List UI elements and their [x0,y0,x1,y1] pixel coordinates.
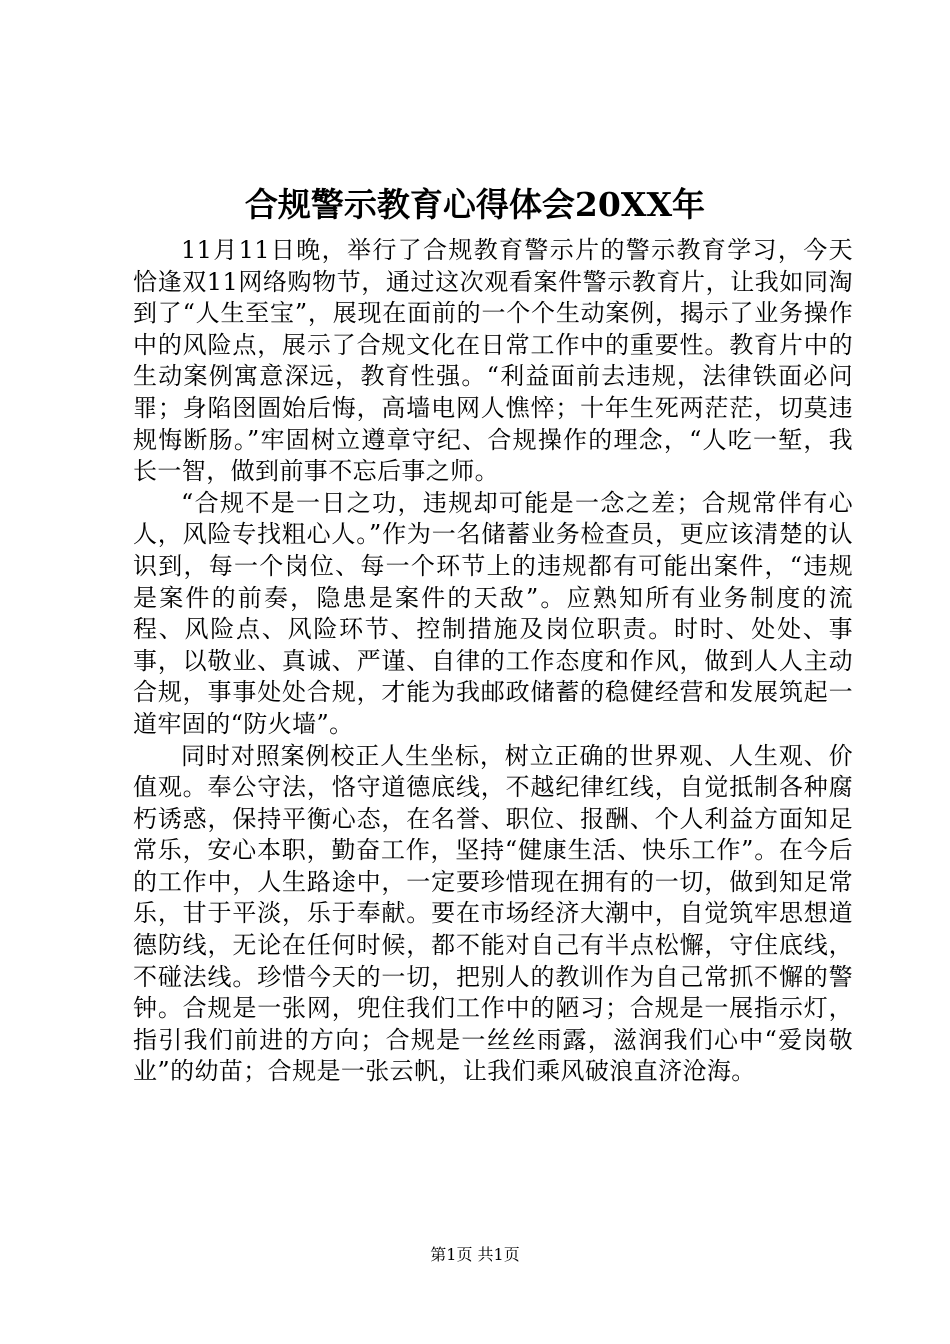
document-body [133,235,853,1088]
paragraph-2: “合规不是一日之功，违规却可能是一念之差；合规常伴有心人，风险专找粗心人。”作为一名储蓄业务检查员，更应该清楚的认识到，每一个岗位、每一个环节上的违规都有可能出案件，“违规是案件的前奏，隐患是案件的天敌”。应熟知所有业务制度的流程、风险点、风险环节、控制措施及岗位职责。时时、处处、事事，以敬业、真诚、严谨、自律的工作态度和作风，做到人人主动合规，事事处处合规，才能为我邮政储蓄的稳健经营和发展筑起一道牢固的“防火墙”。 [133,488,853,738]
page-number-footer: 第1页 共1页 [430,1245,520,1264]
document-title: 合规警示教育心得体会20XX年 [244,185,706,224]
paragraph-1: 11月11日晚，举行了合规教育警示片的警示教育学习，今天恰逢双11网络购物节，通过这次观看案件警示教育片，让我如同淘到了“人生至宝”，展现在面前的一个个生动案例，揭示了业务操作中的风险点，展示了合规文化在日常工作中的重要性。教育片中的生动案例寓意深远，教育性强。“利益面前去违规，法律铁面必问罪；身陷囹圄始后悔，高墙电网人憔悴；十年生死两茫茫，切莫违规悔断肠。”牢固树立遵章守纪、合规操作的理念，“人吃一堑，我长一智，做到前事不忘后事之师。 [133,236,853,486]
paragraph-3: 同时对照案例校正人生坐标，树立正确的世界观、人生观、价值观。奉公守法，恪守道德底线，不越纪律红线，自觉抵制各种腐朽诱惑，保持平衡心态，在名誉、职位、报酬、个人利益方面知足常乐，安心本职，勤奋工作，坚持“健康生活、快乐工作”。在今后的工作中，人生路途中，一定要珍惜现在拥有的一切，做到知足常乐，甘于平淡，乐于奉献。要在市场经济大潮中，自觉筑牢思想道德防线，无论在任何时候，都不能对自己有半点松懈，守住底线，不碰法线。珍惜今天的一切，把别人的教训作为自己常抓不懈的警钟。合规是一张网，兜住我们工作中的陋习；合规是一展指示灯，指引我们前进的方向；合规是一丝丝雨露，滋润我们心中“爱岗敬业”的幼苗；合规是一张云帆，让我们乘风破浪直济沧海。 [133,741,853,1086]
